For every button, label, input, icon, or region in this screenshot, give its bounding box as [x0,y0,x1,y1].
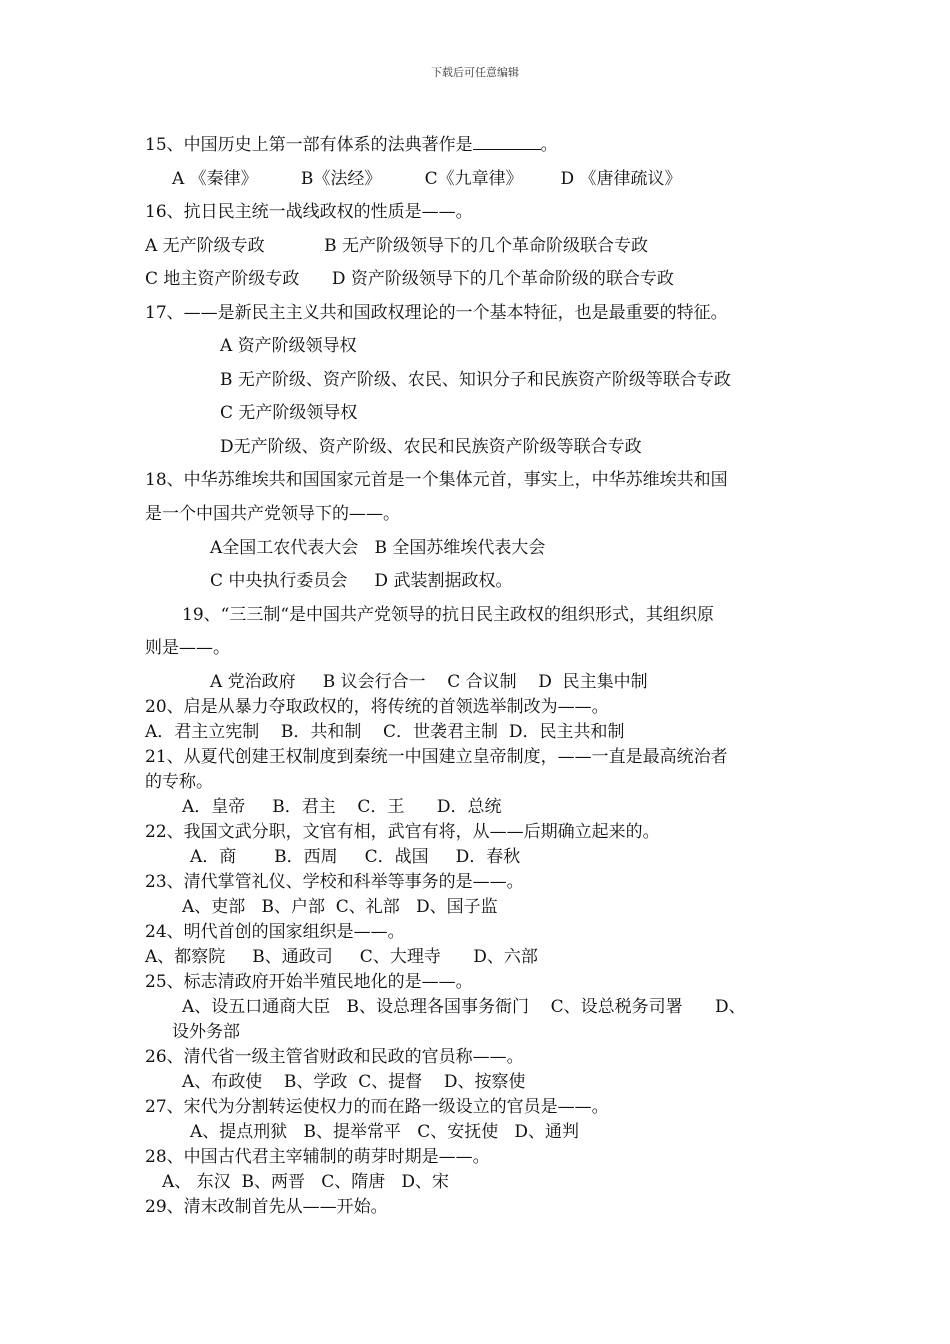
question-26-options: A、布政使 B、学政 C、提督 D、按察使 [182,1072,526,1092]
question-17-option-b: B 无产阶级、资产阶级、农民、知识分子和民族资产阶级等联合专政 [220,370,731,390]
question-17-option-a: A 资产阶级领导权 [220,336,357,356]
question-26-stem: 26、清代省一级主管省财政和民政的官员称——。 [145,1047,524,1067]
question-19-options: A 党治政府 B 议会行合一 C 合议制 D 民主集中制 [210,672,648,692]
answer-blank [473,135,541,150]
question-25-options-2: 设外务部 [172,1022,240,1042]
question-18-options-1: A全国工农代表大会 B 全国苏维埃代表大会 [210,538,546,558]
question-23-stem: 23、清代掌管礼仪、学校和科举等事务的是——。 [145,872,524,892]
question-24-options: A、都察院 B、通政司 C、大理寺 D、六部 [145,947,538,967]
question-17-stem: 17、——是新民主主义共和国政权理论的一个基本特征，也是最重要的特征。 [145,303,728,323]
question-27-stem: 27、宋代为分割转运使权力的而在路一级设立的官员是——。 [145,1097,609,1117]
question-15-options: A 《秦律》 B《法经》 C《九章律》 D 《唐律疏议》 [172,169,682,189]
question-25-options-1: A、设五口通商大臣 B、设总理各国事务衙门 C、设总税务司署 D、 [182,997,746,1017]
question-24-stem: 24、明代首创的国家组织是——。 [145,922,405,942]
question-22-options: A．商 B．西周 C．战国 D．春秋 [190,847,521,867]
page-header: 下载后可任意编辑 [431,66,519,79]
question-16-options-2: C 地主资产阶级专政 D 资产阶级领导下的几个革命阶级的联合专政 [145,269,674,289]
question-19-stem-1: 19、“三三制“是中国共产党领导的抗日民主政权的组织形式，其组织原 [182,605,715,625]
question-28-stem: 28、中国古代君主宰辅制的萌芽时期是——。 [145,1147,490,1167]
question-23-options: A、吏部 B、户部 C、礼部 D、国子监 [182,897,498,917]
question-20-options: A．君主立宪制 B．共和制 C．世袭君主制 D．民主共和制 [145,722,625,742]
question-17-option-c: C 无产阶级领导权 [220,403,358,423]
question-16-options-1: A 无产阶级专政 B 无产阶级领导下的几个革命阶级联合专政 [145,236,649,256]
question-29-stem: 29、清末改制首先从——开始。 [145,1197,388,1217]
question-17-option-d: D无产阶级、资产阶级、农民和民族资产阶级等联合专政 [220,437,642,457]
question-19-stem-2: 则是——。 [145,638,230,658]
question-21-options: A．皇帝 B．君主 C．王 D．总统 [182,797,502,817]
question-27-options: A、提点刑狱 B、提举常平 C、安抚使 D、通判 [190,1122,580,1142]
question-22-stem: 22、我国文武分职，文官有相，武官有将，从——后期确立起来的。 [145,822,660,842]
question-21-stem-1: 21、从夏代创建王权制度到秦统一中国建立皇帝制度，——一直是最高统治者 [145,747,728,767]
question-15-stem: 15、中国历史上第一部有体系的法典著作是 。 [145,135,558,155]
question-16-stem: 16、抗日民主统一战线政权的性质是——。 [145,202,473,222]
question-20-stem: 20、启是从暴力夺取政权的，将传统的首领选举制改为——。 [145,697,609,717]
question-18-stem-2: 是一个中国共产党领导下的——。 [145,504,400,524]
question-25-stem: 25、标志清政府开始半殖民地化的是——。 [145,972,473,992]
question-28-options: A、 东汉 B、两晋 C、隋唐 D、宋 [162,1172,450,1192]
question-18-stem-1: 18、中华苏维埃共和国国家元首是一个集体元首，事实上，中华苏维埃共和国 [145,470,728,490]
question-21-stem-2: 的专称。 [145,772,213,792]
question-18-options-2: C 中央执行委员会 D 武装割据政权。 [210,571,513,591]
